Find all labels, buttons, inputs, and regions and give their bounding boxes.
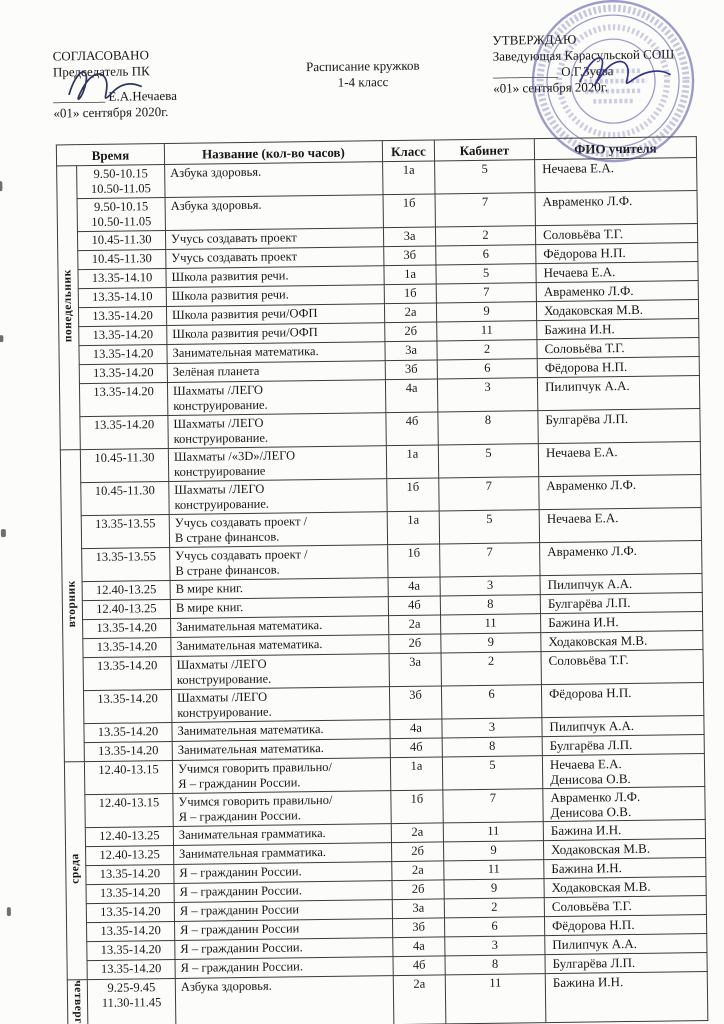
cell-room: 6 [441,685,541,719]
cell-time: 12.40-13.15 [85,793,173,827]
cell-room: 3 [437,378,537,412]
cell-time: 13.35-14.20 [83,689,171,723]
cell-teacher: Ходаковская М.В. [544,877,706,898]
cell-title: Шахматы /ЛЕГО конструирование. [169,479,387,515]
cell-room: 6 [437,359,537,379]
cell-class: 3а [385,341,437,361]
approval-right-title: УТВЕРЖДАЮ [492,31,577,48]
cell-class: 1а [387,511,439,545]
cell-class: 3а [392,899,444,919]
cell-teacher: Булгарёва Л.П. [538,409,700,444]
cell-class: 2а [389,615,441,635]
cell-room: 11 [441,614,541,634]
cell-room: 5 [435,160,535,194]
cell-title: Азбука здоровья. [165,162,383,198]
cell-teacher: Булгарёва Л.П. [540,593,702,614]
cell-room: 2 [437,340,537,360]
cell-time: 10.45-11.30 [80,449,168,483]
cell-teacher: Нечаева Е.А. [538,442,700,477]
cell-title: Шахматы /ЛЕГО конструирование. [171,687,389,723]
cell-title: Шахматы /«3D»/ЛЕГО конструирование [168,446,386,482]
cell-room: 9 [444,879,544,899]
approval-left-date: «01» сентября 2020г. [53,103,169,121]
cell-teacher: Булгарёва Л.П. [542,735,704,756]
cell-title: Школа развития речи. [166,285,384,307]
col-header-room: Кабинет [434,139,534,161]
approval-right-role: Заведующая Карасульской СОШ [492,46,675,64]
cell-class: 1б [388,544,440,578]
cell-class: 1б [387,478,439,512]
cell-time: 10.45-11.30 [78,250,166,270]
cell-teacher: Авраменко Л.Ф. Денисова О.В. [543,787,705,822]
cell-teacher: Пилипчук А.А. [542,716,704,737]
cell-class: 1б [383,194,435,228]
document-title-line1: Расписание кружков [305,57,420,75]
cell-title: Занимательная грамматика. [174,843,392,865]
cell-class: 2б [389,634,441,654]
cell-room: 7 [443,789,543,823]
cell-title: Учусь создавать проект / В стране финансов. [170,545,388,581]
cell-teacher: Соловьёва Т.Г. [535,224,697,245]
cell-teacher: Ходаковская М.В. [541,631,703,652]
cell-title: Школа развития речи. [166,266,384,288]
table-row [67,971,708,1024]
cell-room: 5 [442,756,542,790]
cell-teacher: Бажина И.Н. [544,858,706,879]
cell-title: Азбука здоровья. [165,195,383,231]
cell-title: Занимательная математика. [172,739,390,761]
cell-class: 4б [388,596,440,616]
cell-title: Я – гражданин России. [175,957,393,979]
cell-title: Я – гражданин России [175,919,393,941]
cell-class: 4б [393,956,445,976]
cell-room: 7 [436,283,536,303]
cell-class: 4б [386,412,438,446]
cell-class: 1б [384,284,436,304]
cell-teacher: Бажина И.Н. [545,971,708,1022]
cell-time: 9.25-9.45 11.30-11.45 [87,978,176,1024]
cell-time: 13.35-14.20 [87,959,175,979]
cell-room: 2 [441,652,541,686]
cell-class: 1б [391,790,443,824]
cell-class: 2а [392,861,444,881]
cell-time: 13.35-13.55 [81,515,169,549]
scan-artifact [7,907,11,916]
cell-room: 3 [445,936,545,956]
cell-title: Зелёная планета [167,361,385,383]
cell-time: 13.35-14.20 [86,864,174,884]
cell-time: 12.40-13.25 [82,599,170,619]
cell-teacher: Соловьёва Т.Г. [537,338,699,359]
cell-time: 13.35-14.20 [87,921,175,941]
cell-teacher: Бажина И.Н. [537,319,699,340]
cell-room: 8 [445,955,545,975]
cell-teacher: Авраменко Л.Ф. [539,475,701,510]
cell-teacher: Ходаковская М.В. [536,300,698,321]
cell-title: Занимательная математика. [167,342,385,364]
cell-time: 13.35-14.20 [83,656,171,690]
day-cell [64,762,87,980]
cell-title: Я – гражданин России. [174,862,392,884]
cell-teacher: Пилипчук А.А. [540,574,702,595]
cell-class: 2б [385,322,437,342]
cell-time: 13.35-14.20 [83,637,171,657]
cell-teacher: Авраменко Л.Ф. [536,281,698,302]
cell-room: 5 [439,510,539,544]
cell-title: Шахматы /ЛЕГО конструирование. [168,413,386,449]
cell-room: 7 [439,477,539,511]
cell-teacher: Пилипчук А.А. [545,934,707,955]
cell-room: 8 [438,411,538,445]
cell-title: Я – гражданин России. [175,938,393,960]
cell-teacher: Булгарёва Л.П. [545,953,707,974]
cell-class: 3б [392,918,444,938]
day-label: среда [69,853,82,885]
cell-teacher: Фёдорова Н.П. [544,915,706,936]
approval-right-block [492,30,718,97]
approval-left-role: Председатель ПК [52,63,150,80]
cell-class: 4а [388,577,440,597]
cell-class: 2б [392,880,444,900]
day-label: понедельник [61,269,75,343]
cell-title: Занимательная математика. [172,720,390,742]
cell-title: В мире книг. [170,597,388,619]
cell-title: Я – гражданин России [174,900,392,922]
cell-room: 11 [443,822,543,842]
cell-time: 13.35-14.20 [86,902,174,922]
cell-room: 9 [436,302,536,322]
cell-class: 3б [384,246,436,266]
cell-time: 13.35-14.20 [79,364,167,384]
cell-time: 10.45-11.30 [77,231,165,251]
cell-teacher: Соловьёва Т.Г. [544,896,706,917]
cell-time: 13.35-14.20 [87,940,175,960]
cell-time: 13.35-14.20 [79,326,167,346]
cell-time: 13.35-14.20 [79,383,167,417]
document-title-line2: 1-4 класс [337,74,389,90]
cell-teacher: Авраменко Л.Ф. [535,191,697,226]
cell-title: Школа развития речи/ОФП [166,304,384,326]
cell-teacher: Бажина И.Н. [543,820,705,841]
cell-time: 13.35-14.10 [78,269,166,289]
cell-class: 1а [390,757,442,791]
cell-teacher: Фёдорова Н.П. [536,243,698,264]
cell-teacher: Соловьёва Т.Г. [541,650,703,685]
approval-left-signature-line: ________ Е.А.Нечаева [53,87,178,105]
cell-title: Я – гражданин России. [174,881,392,903]
cell-room: 2 [435,226,535,246]
cell-teacher: Пилипчук А.А. [537,376,699,411]
schedule-table-wrap [56,136,709,1024]
col-header-class: Класс [382,140,434,162]
cell-class: 2а [384,303,436,323]
cell-room: 9 [443,841,543,861]
cell-title: Занимательная математика. [171,616,389,638]
cell-room: 7 [435,193,535,227]
cell-time: 12.40-13.25 [86,845,174,865]
schedule-tbody [57,158,708,1024]
cell-title: Азбука здоровья. [175,976,394,1024]
approval-right-signature-line: __________ О.Г.Зуева [492,63,614,80]
cell-room: 3 [442,718,542,738]
cell-class: 2а [391,823,443,843]
day-label: вторник [65,580,79,628]
cell-title: Шахматы /ЛЕГО конструирование. [167,380,385,416]
cell-time: 13.35-14.10 [78,288,166,308]
day-label: четверг [71,980,85,1024]
cell-room: 5 [438,444,538,478]
cell-title: Занимательная грамматика. [173,824,391,846]
cell-title: Учимся говорить правильно/ Я – гражданин России. [173,791,391,827]
cell-title: В мире книг. [170,578,388,600]
cell-time: 12.40-13.25 [85,826,173,846]
cell-class: 4а [393,937,445,957]
cell-time: 13.35-13.55 [82,547,170,581]
cell-room: 3 [440,576,540,596]
cell-class: 1а [386,445,438,479]
cell-time: 12.40-13.15 [84,760,172,794]
cell-class: 2б [391,842,443,862]
cell-title: Школа развития речи/ОФП [167,323,385,345]
schedule-table [56,136,709,1024]
cell-class: 3а [389,653,441,687]
cell-teacher: Фёдорова Н.П. [541,683,703,718]
cell-class: 3а [383,227,435,247]
cell-teacher: Нечаева Е.А. [539,508,701,543]
cell-class: 1а [383,161,435,195]
cell-room: 2 [444,898,544,918]
scan-artifact [0,181,2,191]
document-title-block [278,57,448,91]
cell-time: 9.50-10.15 10.50-11.05 [77,198,165,232]
cell-title: Занимательная математика. [171,635,389,657]
cell-class: 4а [390,719,442,739]
cell-room: 11 [444,860,544,880]
cell-time: 12.40-13.25 [82,580,170,600]
cell-room: 6 [444,917,544,937]
scan-artifact [0,335,3,342]
cell-room: 7 [440,543,540,577]
cell-teacher: Бажина И.Н. [541,612,703,633]
cell-room: 5 [436,264,536,284]
cell-time: 10.45-11.30 [81,482,169,516]
cell-time: 13.35-14.20 [83,618,171,638]
cell-time: 13.35-14.20 [80,416,168,450]
cell-room: 8 [442,737,542,757]
cell-room: 8 [440,595,540,615]
cell-time: 13.35-14.20 [84,741,172,761]
cell-room: 11 [437,321,537,341]
cell-time: 13.35-14.20 [86,883,174,903]
cell-class: 2а [393,975,446,1024]
col-header-title: Название (кол-во часов) [164,141,382,165]
cell-title: Учусь создавать проект [165,228,383,250]
col-header-teacher: ФИО учителя [534,137,696,160]
cell-class: 3б [389,686,441,720]
cell-time: 9.50-10.15 10.50-11.05 [77,165,165,199]
cell-room: 9 [441,633,541,653]
cell-teacher: Авраменко Л.Ф. [540,541,702,576]
cell-title: Учусь создавать проект / В стране финансов. [169,512,387,548]
cell-time: 13.35-14.20 [79,345,167,365]
cell-time: 13.35-14.20 [84,722,172,742]
cell-title: Учусь создавать проект [166,247,384,269]
approval-right-date: «01» сентября 2020г. [493,79,609,96]
cell-title: Шахматы /ЛЕГО конструирование. [171,654,389,690]
cell-class: 1а [384,265,436,285]
cell-teacher: Ходаковская М.В. [543,839,705,860]
day-cell [67,980,88,1024]
cell-class: 3б [385,360,437,380]
cell-teacher: Нечаева Е.А. [536,262,698,283]
col-header-time: Время [56,144,164,166]
cell-class: 4а [385,379,437,413]
cell-room: 6 [436,245,536,265]
cell-teacher: Нечаева Е.А. Денисова О.В. [542,754,704,789]
cell-teacher: Фёдорова Н.П. [537,357,699,378]
cell-time: 13.35-14.20 [78,307,166,327]
cell-class: 4б [390,738,442,758]
approval-left-block [53,46,264,122]
scan-artifact [1,529,6,537]
approval-left-title: СОГЛАСОВАНО [52,47,149,64]
cell-room: 11 [445,974,546,1024]
cell-teacher: Нечаева Е.А. [535,158,697,193]
cell-title: Учимся говорить правильно/ Я – гражданин России. [172,758,390,794]
